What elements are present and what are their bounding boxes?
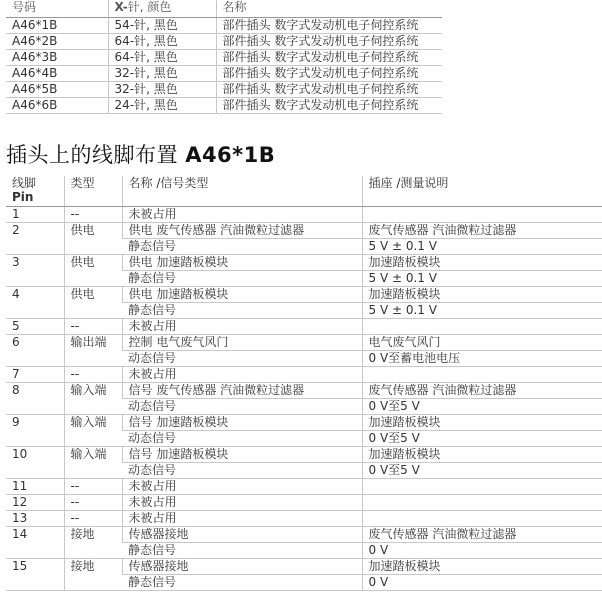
pin-number: 8 <box>6 383 64 415</box>
pin-row <box>6 415 602 431</box>
pin-number: 4 <box>6 287 64 319</box>
pin-type: 输出端 <box>64 335 122 367</box>
pin-number: 11 <box>6 479 64 495</box>
pin-signal-type: 动态信号 <box>122 463 362 479</box>
pin-signal-name: 未被占用 <box>122 367 362 383</box>
connector-row <box>6 66 442 82</box>
pin-type: 输入端 <box>64 447 122 479</box>
header-signal-name: 名称 /信号类型 <box>122 176 362 207</box>
pin-number: 5 <box>6 319 64 335</box>
pin-signal-name: 信号 废气传感器 汽油微粒过滤器 <box>122 383 362 399</box>
header-pins-rest: 针, 颜色 <box>127 0 172 14</box>
connector-row <box>6 34 442 50</box>
pin-number: 2 <box>6 223 64 255</box>
pin-number: 13 <box>6 511 64 527</box>
pin-signal-name: 未被占用 <box>122 479 362 495</box>
connector-row <box>6 82 442 98</box>
pin-number: 7 <box>6 367 64 383</box>
pin-type: -- <box>64 319 122 335</box>
header-type: 类型 <box>64 176 122 207</box>
pin-row <box>6 383 602 399</box>
pin-type: -- <box>64 367 122 383</box>
pin-row <box>6 367 602 383</box>
pin-signal-type: 动态信号 <box>122 351 362 367</box>
pin-measurement: 5 V ± 0.1 V <box>362 271 602 287</box>
pin-row <box>6 207 602 223</box>
pin-row <box>6 495 602 511</box>
header-pins-bold: X- <box>114 0 128 14</box>
connector-pins: 54-针, 黑色 <box>108 18 216 34</box>
pin-measurement: 0 V至5 V <box>362 431 602 447</box>
pin-type: -- <box>64 207 122 223</box>
pin-type: 接地 <box>64 559 122 591</box>
pin-socket <box>362 495 602 511</box>
connector-table-header <box>6 0 442 18</box>
pin-signal-name: 信号 加速踏板模块 <box>122 447 362 463</box>
pin-type: -- <box>64 479 122 495</box>
pin-signal-name: 传感器接地 <box>122 527 362 543</box>
pin-measurement: 0 V至5 V <box>362 399 602 415</box>
pin-type: 供电 <box>64 287 122 319</box>
pin-signal-type: 静态信号 <box>122 543 362 559</box>
connector-pins: 64-针, 黑色 <box>108 50 216 66</box>
pin-row <box>6 559 602 575</box>
connector-pins: 24-针, 黑色 <box>108 98 216 114</box>
pin-table <box>6 176 602 591</box>
pin-row <box>6 527 602 543</box>
pin-socket <box>362 479 602 495</box>
pin-measurement: 0 V <box>362 575 602 591</box>
pin-measurement: 5 V ± 0.1 V <box>362 303 602 319</box>
pin-socket <box>362 511 602 527</box>
pin-socket: 加速踏板模块 <box>362 447 602 463</box>
pin-signal-type: 静态信号 <box>122 575 362 591</box>
pin-signal-name: 供电 加速踏板模块 <box>122 287 362 303</box>
pin-signal-name: 未被占用 <box>122 495 362 511</box>
pin-number: 10 <box>6 447 64 479</box>
connector-pins: 64-针, 黑色 <box>108 34 216 50</box>
pin-number: 15 <box>6 559 64 591</box>
section-title-prefix: 插头上的线脚布置 <box>6 143 186 167</box>
pin-signal-name: 传感器接地 <box>122 559 362 575</box>
connector-number: A46*2B <box>6 34 108 50</box>
connector-row <box>6 50 442 66</box>
connector-number: A46*6B <box>6 98 108 114</box>
pin-signal-type: 静态信号 <box>122 271 362 287</box>
connector-number: A46*3B <box>6 50 108 66</box>
pin-number: 9 <box>6 415 64 447</box>
pin-signal-name: 未被占用 <box>122 207 362 223</box>
connector-row <box>6 18 442 34</box>
section-title <box>6 139 275 169</box>
pin-signal-type: 静态信号 <box>122 303 362 319</box>
pin-row <box>6 255 602 271</box>
connector-name: 部件插头 数字式发动机电子伺控系统 <box>216 34 442 50</box>
pin-number: 14 <box>6 527 64 559</box>
pin-socket: 加速踏板模块 <box>362 255 602 271</box>
connector-name: 部件插头 数字式发动机电子伺控系统 <box>216 18 442 34</box>
pin-row <box>6 447 602 463</box>
connector-number: A46*4B <box>6 66 108 82</box>
pin-socket: 电气废气风门 <box>362 335 602 351</box>
header-pin-cn: 线脚 <box>12 176 37 190</box>
pin-type: 供电 <box>64 223 122 255</box>
pin-type: 输入端 <box>64 383 122 415</box>
pin-number: 12 <box>6 495 64 511</box>
pin-signal-name: 供电 废气传感器 汽油微粒过滤器 <box>122 223 362 239</box>
pin-number: 3 <box>6 255 64 287</box>
connector-number: A46*5B <box>6 82 108 98</box>
pin-row <box>6 319 602 335</box>
pin-table-header <box>6 176 602 207</box>
pin-socket <box>362 367 602 383</box>
section-title-code: A46*1B <box>185 143 276 167</box>
connector-name: 部件插头 数字式发动机电子伺控系统 <box>216 66 442 82</box>
pin-row <box>6 335 602 351</box>
pin-socket <box>362 319 602 335</box>
pin-signal-name: 未被占用 <box>122 319 362 335</box>
pin-type: 输入端 <box>64 415 122 447</box>
connector-pins: 32-针, 黑色 <box>108 66 216 82</box>
header-name: 名称 <box>216 0 442 18</box>
header-number: 号码 <box>6 0 108 18</box>
header-pin <box>6 176 64 207</box>
pin-measurement: 0 V至5 V <box>362 463 602 479</box>
header-pin-en: Pin <box>12 190 34 204</box>
pin-socket: 加速踏板模块 <box>362 559 602 575</box>
pin-number: 1 <box>6 207 64 223</box>
pin-row <box>6 511 602 527</box>
header-pins <box>108 0 216 18</box>
connector-row <box>6 98 442 114</box>
pin-row <box>6 479 602 495</box>
pin-socket <box>362 207 602 223</box>
pin-socket: 加速踏板模块 <box>362 287 602 303</box>
pin-signal-name: 未被占用 <box>122 511 362 527</box>
pin-measurement: 0 V至蓄电池电压 <box>362 351 602 367</box>
connector-table <box>6 0 442 114</box>
connector-name: 部件插头 数字式发动机电子伺控系统 <box>216 50 442 66</box>
pin-type: 接地 <box>64 527 122 559</box>
pin-signal-name: 控制 电气废气风门 <box>122 335 362 351</box>
pin-signal-name: 供电 加速踏板模块 <box>122 255 362 271</box>
pin-row <box>6 223 602 239</box>
connector-number: A46*1B <box>6 18 108 34</box>
header-socket: 插座 /测量说明 <box>362 176 602 207</box>
pin-row <box>6 287 602 303</box>
pin-measurement: 5 V ± 0.1 V <box>362 239 602 255</box>
pin-socket: 废气传感器 汽油微粒过滤器 <box>362 223 602 239</box>
pin-type: -- <box>64 495 122 511</box>
pin-socket: 废气传感器 汽油微粒过滤器 <box>362 383 602 399</box>
connector-pins: 32-针, 黑色 <box>108 82 216 98</box>
pin-signal-type: 动态信号 <box>122 431 362 447</box>
connector-name: 部件插头 数字式发动机电子伺控系统 <box>216 98 442 114</box>
pin-measurement: 0 V <box>362 543 602 559</box>
pin-number: 6 <box>6 335 64 367</box>
pin-signal-type: 静态信号 <box>122 239 362 255</box>
pin-type: 供电 <box>64 255 122 287</box>
pin-signal-type: 动态信号 <box>122 399 362 415</box>
connector-name: 部件插头 数字式发动机电子伺控系统 <box>216 82 442 98</box>
pin-socket: 加速踏板模块 <box>362 415 602 431</box>
pin-socket: 废气传感器 汽油微粒过滤器 <box>362 527 602 543</box>
pin-signal-name: 信号 加速踏板模块 <box>122 415 362 431</box>
pin-type: -- <box>64 511 122 527</box>
